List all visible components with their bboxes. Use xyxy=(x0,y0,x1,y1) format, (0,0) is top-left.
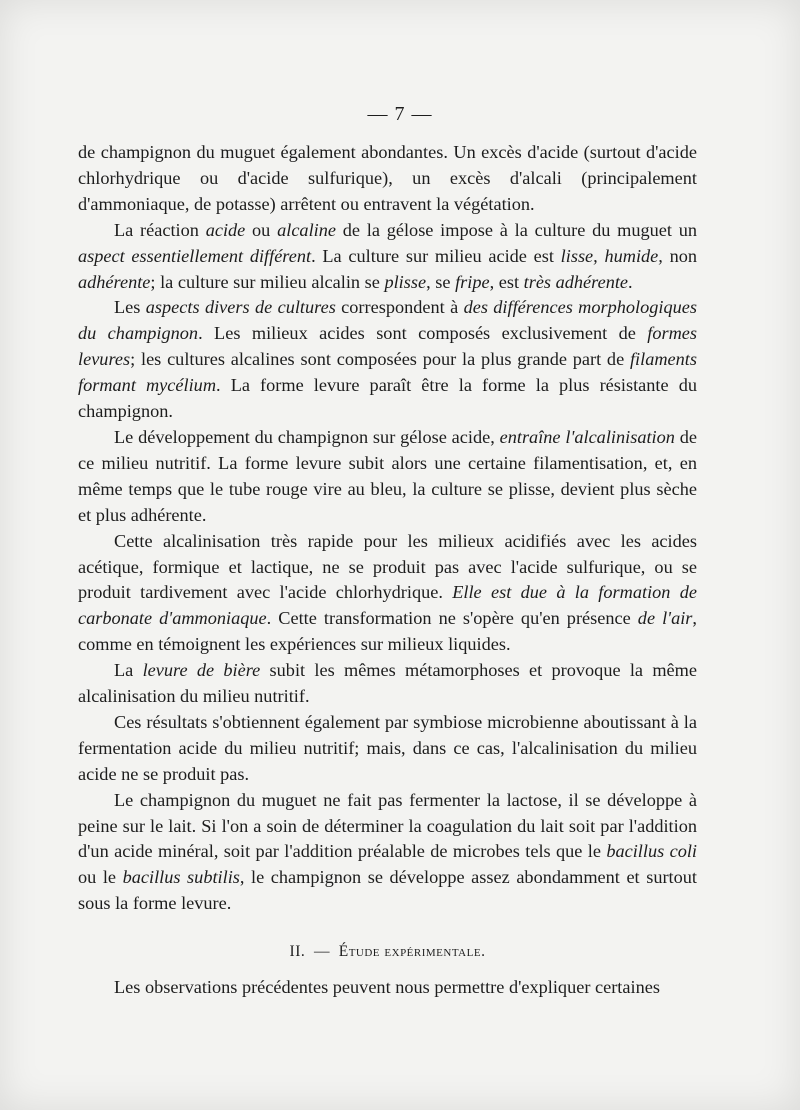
section-title: Étude expérimentale. xyxy=(338,943,486,961)
italic-run: adhérente xyxy=(78,271,151,292)
text-run: , est xyxy=(489,271,524,292)
italic-run: levure de bière xyxy=(142,660,261,681)
text-run: Les xyxy=(114,297,146,318)
italic-run: entraîne l'alcalinisation xyxy=(499,426,675,447)
italic-run: de l'air xyxy=(637,608,693,629)
paragraph xyxy=(78,529,697,659)
text-run: , le champignon se développe assez abondamment et surtout sous la forme levure. xyxy=(78,867,697,914)
italic-run: des différences morphologiques du champignon xyxy=(78,297,697,344)
paragraph xyxy=(78,788,697,918)
paragraph xyxy=(78,140,697,218)
text-run: ou xyxy=(245,219,278,240)
italic-run: alcaline xyxy=(277,219,336,240)
text-run: de la gélose impose à la culture du muguet un xyxy=(335,219,698,240)
italic-run: Elle est due à la formation de carbonate d'ammoniaque xyxy=(78,582,697,629)
italic-run: aspects divers de cultures xyxy=(145,297,336,318)
italic-run: aspect essentiellement différent xyxy=(78,245,312,266)
text-run: Cette alcalinisation très rapide pour les milieux acidifiés avec les acides acétique, formique et lactique, ne se produit pas avec l'acide sulfurique, ou se produit tardivement avec l'acide chlorhydrique. xyxy=(78,530,697,603)
text-run: . La forme levure paraît être la forme la plus résistante du champignon. xyxy=(78,375,697,422)
text-run: non xyxy=(662,245,698,266)
text-run: correspondent à xyxy=(335,297,464,318)
paragraph xyxy=(78,295,697,425)
italic-run: fripe xyxy=(455,271,490,292)
last-line: Les observations précédentes peuvent nous permettre d'expliquer certaines xyxy=(114,977,660,998)
section-number: II. xyxy=(289,943,306,961)
text-run: subit les mêmes métamorphoses et provoque la même alcalinisation du milieu nutritif. xyxy=(78,660,697,707)
text-run: . La culture sur milieu acide est xyxy=(311,245,561,266)
section-heading xyxy=(78,939,697,965)
italic-run: bacillus subtilis xyxy=(122,867,240,888)
italic-run: acide xyxy=(205,219,246,240)
text-run: ; les cultures alcalines sont composées pour la plus grande part de xyxy=(130,349,630,370)
text-run: Le champignon du muguet ne fait pas fermenter la lactose, il se développe à peine sur le lait. Si l'on a soin de déterminer la coagulation du lait soit par l'addition d'un acide minéral, soit par l'addition préalable de microbes tels que le xyxy=(78,789,697,862)
text-run: Le développement du champignon sur gélose acide, xyxy=(114,426,500,447)
paragraph xyxy=(78,710,697,788)
italic-run: filaments formant mycélium xyxy=(78,349,697,396)
text-run: ou le xyxy=(78,867,123,888)
page-number: — 7 — xyxy=(367,103,433,125)
text-run: de ce milieu nutritif. La forme levure subit alors une certaine filamentisation, et, en même temps que le tube rouge vire au bleu, la culture se plisse, devient plus sèche et plus adhérente. xyxy=(78,426,697,525)
section-dash: — xyxy=(313,943,330,961)
italic-run: très adhérente xyxy=(523,271,629,292)
paragraph xyxy=(78,658,697,710)
text-run: La xyxy=(114,660,143,681)
italic-run: plisse xyxy=(384,271,427,292)
text-run: . Les milieux acides sont composés exclusivement de xyxy=(198,323,648,344)
italic-run: bacillus coli xyxy=(606,841,697,862)
italic-run: formes levures xyxy=(78,323,697,370)
text-run: . xyxy=(628,271,633,292)
text-run: de champignon du muguet également abondantes. Un excès d'acide (surtout d'acide chlorhydrique ou d'acide sulfurique), un excès d'alcali (principalement d'ammoniaque, de potasse) arrêtent ou entravent la végétation. xyxy=(78,142,697,214)
text-run: , comme en témoignent les expériences sur milieux liquides. xyxy=(78,608,697,655)
paragraph xyxy=(78,425,697,529)
paragraph xyxy=(78,218,697,296)
text-run: Ces résultats s'obtiennent également par symbiose microbienne aboutissant à la fermentation acide du milieu nutritif; mais, dans ce cas, l'alcalinisation du milieu acide ne se produit pas. xyxy=(78,711,697,784)
text-run: ; la culture sur milieu alcalin se xyxy=(150,271,385,292)
italic-run: lisse, humide, xyxy=(560,245,663,266)
body-text xyxy=(78,140,697,1001)
text-run: . Cette transformation ne s'opère qu'en présence xyxy=(266,608,638,629)
text-run: , se xyxy=(426,271,456,292)
text-run: La réaction xyxy=(114,219,206,240)
